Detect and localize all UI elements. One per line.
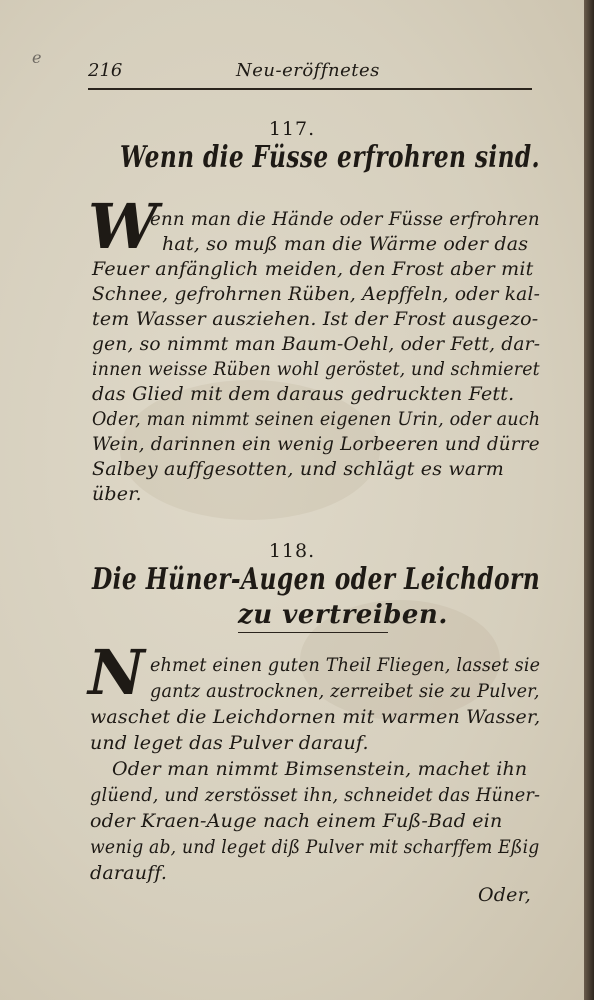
section-title: Die Hüner-Augen oder Leichdorn (92, 562, 541, 597)
text-line: innen weisse Rüben wohl geröstet, und schmieret (92, 358, 540, 380)
running-head: Neu-eröffnetes (236, 60, 380, 81)
page-header (88, 58, 532, 84)
text-line: waschet die Leichdornen mit warmen Wasser, (90, 706, 541, 728)
text-line: glüend, und zerstösset ihn, schneidet das Hüner- (90, 784, 541, 806)
text-line: über. (92, 483, 142, 505)
section-number: 118. (268, 540, 316, 562)
text-line: tem Wasser ausziehen. Ist der Frost ausgezo- (92, 308, 539, 330)
text-line: gen, so nimmt man Baum-Oehl, oder Fett, dar- (92, 333, 541, 355)
text-line: Oder man nimmt Bimsenstein, machet ihn (112, 758, 528, 780)
catchword: Oder, (478, 884, 532, 906)
text-line: darauff. (90, 862, 168, 884)
text-line: gantz austrocknen, zerreibet sie zu Pulver, (150, 680, 540, 702)
book-spine-edge (584, 0, 594, 1000)
text-line: oder Kraen-Auge nach einem Fuß-Bad ein (90, 810, 503, 832)
text-line: ehmet einen guten Theil Fliegen, lasset sie (150, 654, 541, 676)
section-title-continued: zu vertreiben. (238, 600, 448, 630)
drop-cap: N (88, 636, 145, 709)
text-line: wenig ab, und leget diß Pulver mit scharffem Eßig (90, 836, 540, 858)
pencil-annotation: e (32, 48, 42, 67)
text-line: Oder, man nimmt seinen eigenen Urin, oder auch (92, 408, 541, 430)
text-line: und leget das Pulver darauf. (90, 732, 369, 754)
text-line: Wein, darinnen ein wenig Lorbeeren und dürre (92, 433, 540, 455)
text-line: das Glied mit dem daraus gedruckten Fett. (92, 383, 515, 405)
text-line: Feuer anfänglich meiden, den Frost aber mit (92, 258, 534, 280)
text-line: Schnee, gefrohrnen Rüben, Aepffeln, oder kal- (92, 283, 541, 305)
text-line: enn man die Hände oder Füsse erfrohren (150, 208, 540, 230)
section-title: Wenn die Füsse erfrohren sind. (120, 140, 541, 175)
page-number: 216 (88, 60, 123, 81)
text-line: hat, so muß man die Wärme oder das (162, 233, 529, 255)
text-line: Salbey auffgesotten, und schlägt es warm (92, 458, 504, 480)
section-number: 117. (268, 118, 316, 140)
drop-cap: W (88, 190, 158, 263)
title-underline (238, 632, 388, 633)
header-rule (88, 88, 532, 90)
